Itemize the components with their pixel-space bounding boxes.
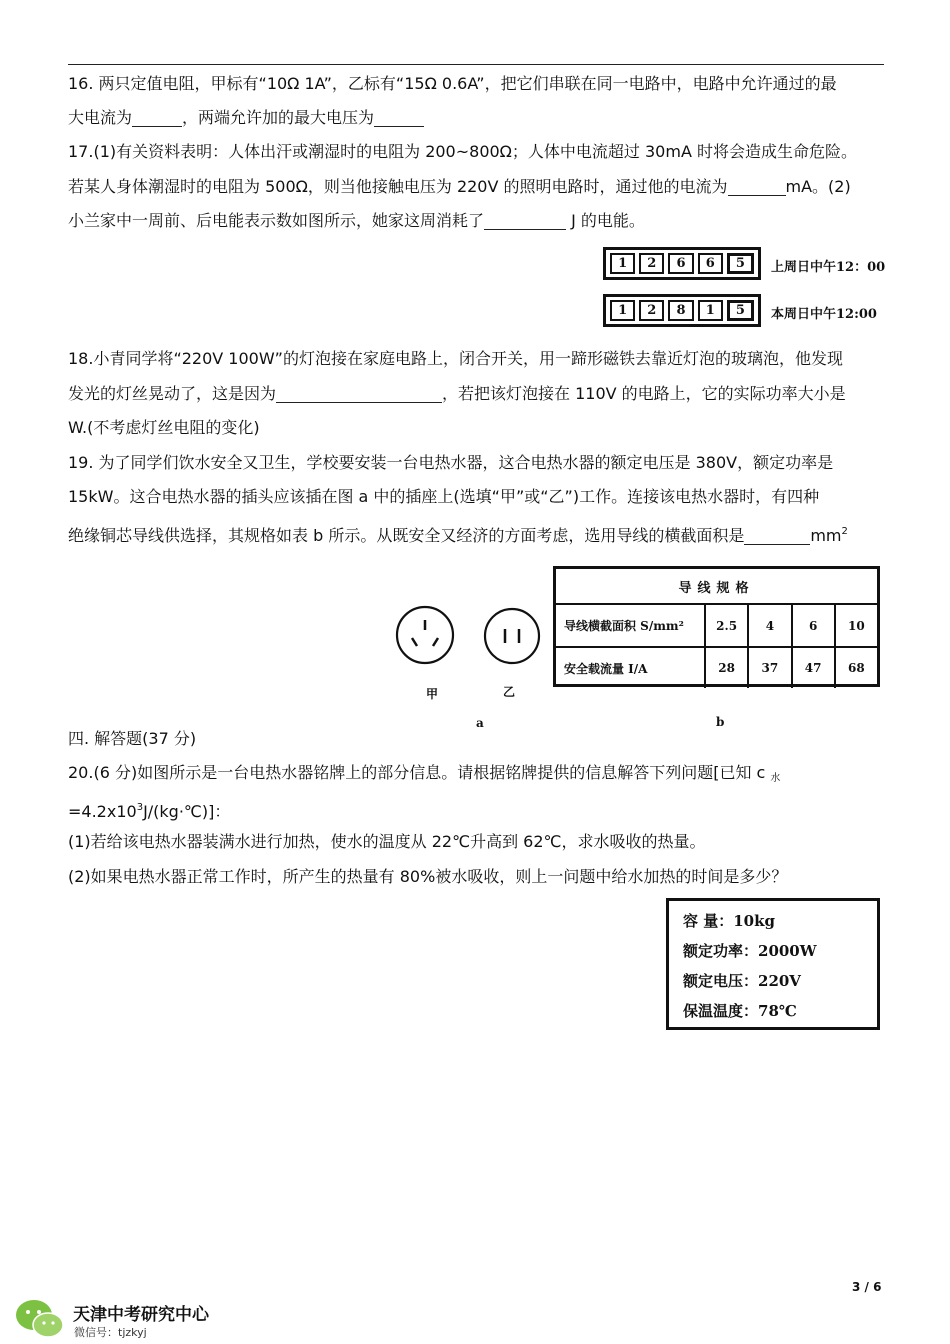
q19-text2: 15kW。这合电热水器的插头应该插在图 a 中的插座上(选填“甲”或“乙”)工作。连接该电热水器时，有四种 <box>68 487 820 506</box>
q17-line3 <box>68 204 884 239</box>
wechat-logo-icon <box>14 1297 66 1341</box>
q20-text2b: J/(kg·℃)]： <box>143 802 231 821</box>
q16-text2a: 大电流为 <box>68 108 133 127</box>
table-b-caption: b <box>716 715 725 729</box>
q20-text3: (1)若给该电热水器装满水进行加热，使水的温度从 22℃升高到 62℃，求水吸收的热量。 <box>68 832 706 851</box>
meter-digit: 1 <box>698 300 723 321</box>
spec-row-current <box>556 646 877 688</box>
spec-cell: 37 <box>747 648 790 688</box>
q20-text4: (2)如果电热水器正常工作时，所产生的热量有 80%被水吸收，则上一问题中给水加热的时间是多少？ <box>68 867 788 886</box>
q18-line3 <box>68 411 884 446</box>
q19-line3 <box>68 515 884 554</box>
nameplate-line: 额定功率：2000W <box>683 942 817 960</box>
q18-text3: W.(不考虑灯丝电阻的变化) <box>68 418 260 437</box>
meter-digit: 2 <box>639 253 664 274</box>
meter-before-label: 上周日中午12：00 <box>771 260 886 275</box>
meter-digit: 1 <box>610 300 635 321</box>
socket-three-pin-icon <box>395 604 455 666</box>
meter-digit: 2 <box>639 300 664 321</box>
q18-line1 <box>68 342 884 377</box>
q17-text3a: 小兰家中一周前、后电能表示数如图所示，她家这周消耗了 <box>68 211 485 230</box>
spec-cell: 10 <box>834 605 877 646</box>
q18-blank1 <box>276 382 442 403</box>
meter-before <box>603 247 761 280</box>
q17-text2a: 若某人身体潮湿时的电阻为 500Ω，则当他接触电压为 220V 的照明电路时，通过他的电流为 <box>68 177 728 196</box>
q18-text2b: ，若把该灯泡接在 110V 的电路上，它的实际功率大小是 <box>442 384 846 403</box>
header-rule <box>68 64 884 65</box>
spec-cell: 2.5 <box>704 605 747 646</box>
section4-title-text: 四. 解答题(37 分) <box>68 729 197 748</box>
q17-text2b: mA。(2) <box>785 177 851 196</box>
q17-line2 <box>68 170 884 205</box>
q17-text1: 17.(1)有关资料表明：人体出汗或潮湿时的电阻为 200~800Ω；人体中电流超过 30mA 时将会造成生命危险。 <box>68 142 857 161</box>
spec-row-label: 安全载流量 I/A <box>564 661 648 676</box>
q20-sub: 水 <box>770 773 781 784</box>
q19-line1 <box>68 446 884 481</box>
meter-digit-decimal: 5 <box>727 300 754 321</box>
spec-title: 导线规格 <box>556 569 877 605</box>
wechat-id: 微信号：tjzkyj <box>74 1326 147 1339</box>
meter-digit-decimal: 5 <box>727 253 754 274</box>
q20-text1a: 20.(6 分)如图所示是一台电热水器铭牌上的部分信息。请根据铭牌提供的信息解答下列问题[已知 c <box>68 763 766 782</box>
spec-row-label: 导线横截面积 S/mm² <box>564 619 684 633</box>
q16-blank2 <box>374 106 424 127</box>
spec-cell: 47 <box>791 648 834 688</box>
socket-two-pin-icon <box>482 606 542 666</box>
q16-blank1 <box>132 106 182 127</box>
q19-text1: 19. 为了同学们饮水安全又卫生，学校要安装一台电热水器，这合电热水器的额定电压是 380V，额定功率是 <box>68 453 834 472</box>
meter-after <box>603 294 761 327</box>
q16-line2 <box>68 101 884 136</box>
q17-line1 <box>68 135 884 170</box>
q19-blank1 <box>744 524 810 545</box>
q16-text2b: ，两端允许加的最大电压为 <box>182 108 375 127</box>
heater-nameplate <box>666 898 880 1030</box>
q20-line2 <box>68 791 884 830</box>
q18-line2 <box>68 377 884 412</box>
nameplate-line: 额定电压：220V <box>683 972 801 990</box>
socket1-label: 甲 <box>426 687 439 701</box>
spec-row-area <box>556 605 877 646</box>
socket2-label: 乙 <box>503 685 516 699</box>
q19-text3a: 绝缘铜芯导线供选择，其规格如表 b 所示。从既安全又经济的方面考虑，选用导线的横截面积是 <box>68 526 745 545</box>
q19-text3b: mm <box>810 526 842 545</box>
spec-cell: 6 <box>791 605 834 646</box>
q16-text1: 16. 两只定值电阻，甲标有“10Ω 1A”，乙标有“15Ω 0.6A”，把它们串联在同一电路中，电路中允许通过的最 <box>68 74 837 93</box>
q20-line4 <box>68 860 884 895</box>
q17-blank2 <box>484 209 566 230</box>
figure-a-caption: a <box>476 716 484 730</box>
meter-digit: 1 <box>610 253 635 274</box>
section4-title <box>68 722 884 757</box>
nameplate-line: 容 量：10kg <box>683 912 775 930</box>
q16-line1 <box>68 67 884 102</box>
page-number: 3 / 6 <box>852 1280 882 1294</box>
q18-text1: 18.小青同学将“220V 100W”的灯泡接在家庭电路上，闭合开关，用一蹄形磁铁去靠近灯泡的玻璃泡，他发现 <box>68 349 843 368</box>
org-name: 天津中考研究中心 <box>73 1305 209 1325</box>
wire-spec-table <box>553 566 880 687</box>
spec-cell: 4 <box>747 605 790 646</box>
spec-cell: 28 <box>704 648 747 688</box>
meter-after-label: 本周日中午12:00 <box>771 307 877 322</box>
meter-digit: 6 <box>668 253 693 274</box>
q19-line2 <box>68 480 884 515</box>
q17-text3b: J 的电能。 <box>566 211 645 230</box>
nameplate-line: 保温温度：78℃ <box>683 1002 797 1020</box>
q19-sup: 2 <box>841 526 848 537</box>
q20-sup: 3 <box>136 802 144 813</box>
spec-cell: 68 <box>834 648 877 688</box>
q18-text2a: 发光的灯丝晃动了，这是因为 <box>68 384 277 403</box>
meter-digit: 8 <box>668 300 693 321</box>
q20-line3 <box>68 825 884 860</box>
q17-blank1 <box>728 175 786 196</box>
meter-digit: 6 <box>698 253 723 274</box>
q20-text2a: =4.2x10 <box>68 802 137 821</box>
